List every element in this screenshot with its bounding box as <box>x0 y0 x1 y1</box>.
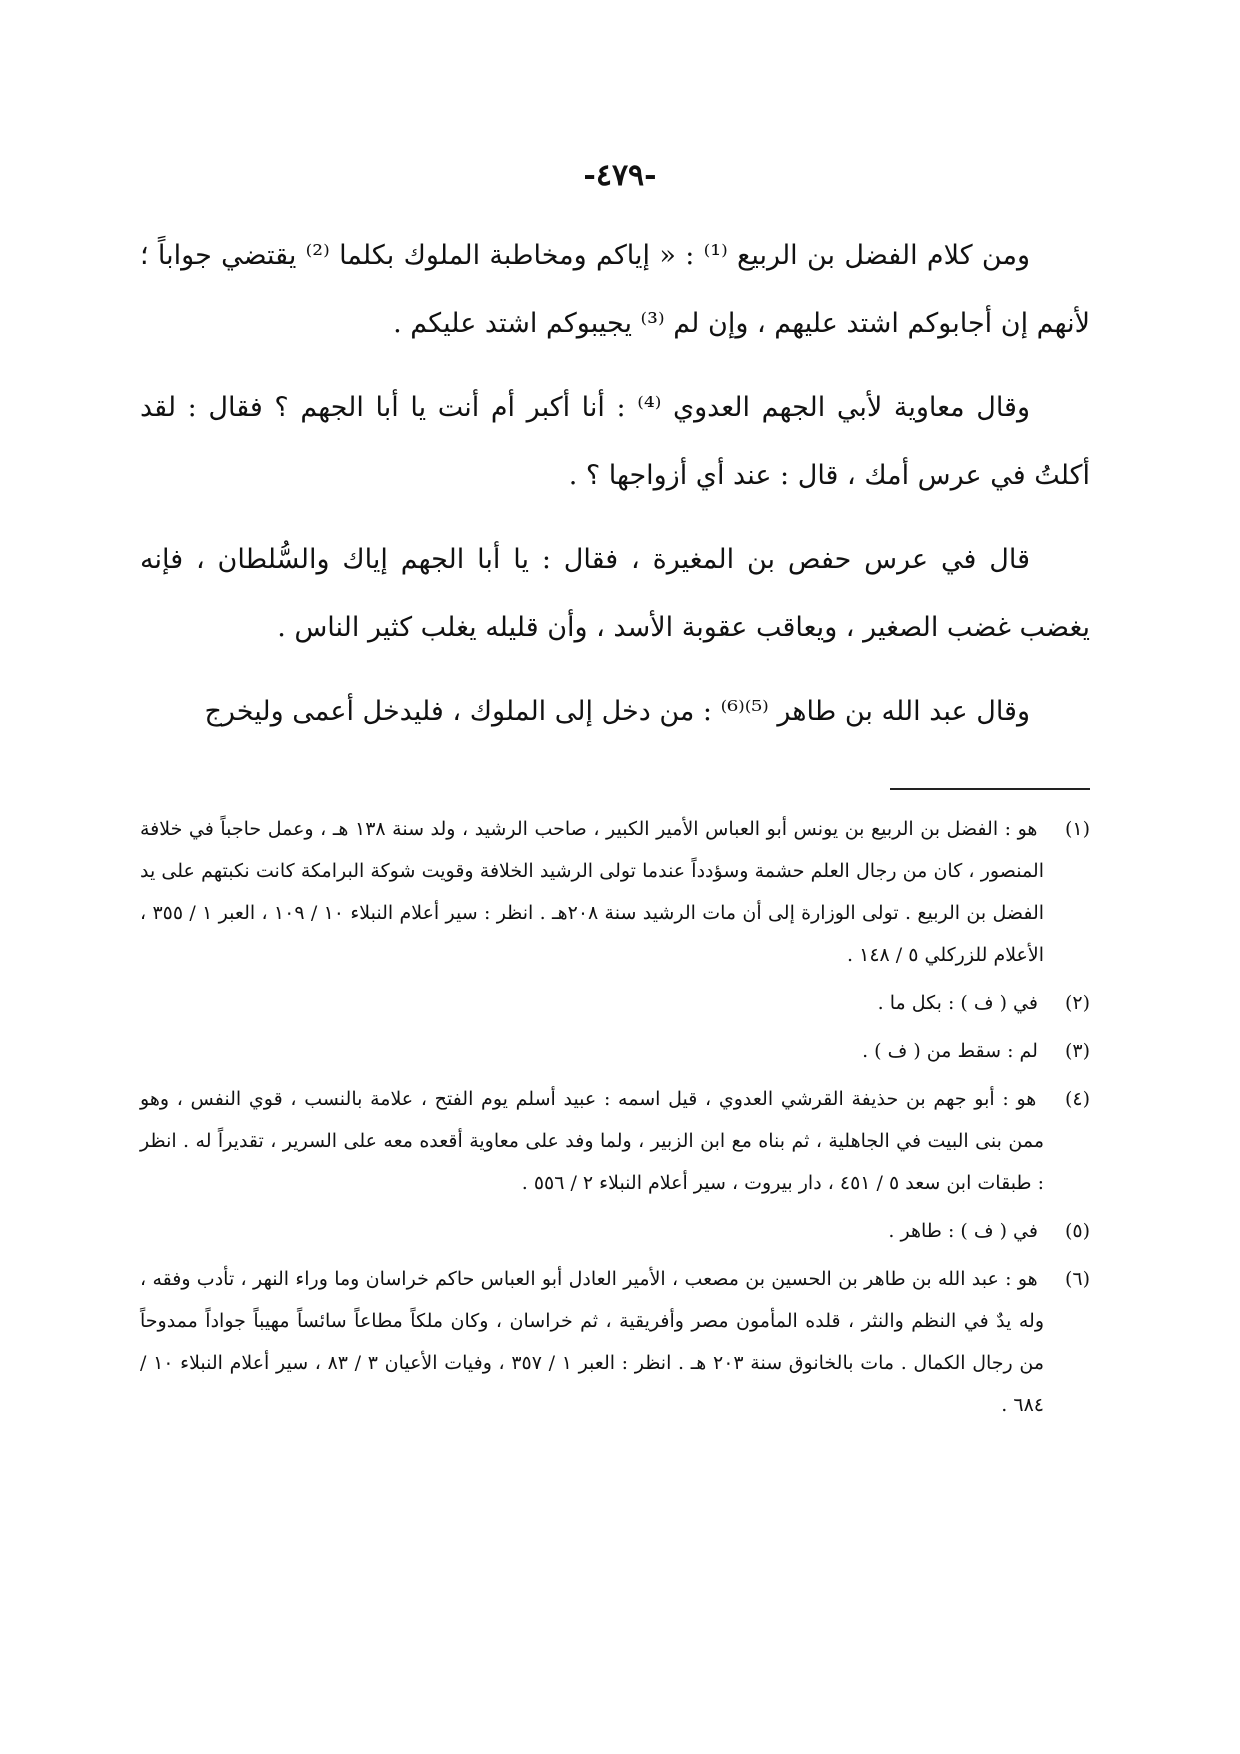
footnote-text: هو : أبو جهم بن حذيفة القرشي العدوي ، قيل اسمه : عبيد أسلم يوم الفتح ، علامة بالنسب ، قوي النفس ، وهو ممن بنى البيت في الجاهلية ، ثم بناه مع ابن الزبير ، ولما وفد على معاوية أقعده معه على السرير ، تقديراً له . انظر : طبقات ابن سعد ٥ / ٤٥١ ، دار بيروت ، سير أعلام النبلاء ٢ / ٥٥٦ . <box>140 1088 1044 1194</box>
footnote-text: في ( ف ) : بكل ما . <box>877 992 1038 1014</box>
footnote-separator <box>890 788 1090 790</box>
footnote-text: لم : سقط من ( ف ) . <box>862 1040 1038 1062</box>
footnote-number: (٥) <box>1064 1220 1090 1242</box>
footnote-number: (٦) <box>1064 1268 1090 1290</box>
footnote-text: في ( ف ) : طاهر . <box>888 1220 1038 1242</box>
footnote <box>140 1258 1090 1426</box>
page-number: -٤٧٩- <box>583 158 657 193</box>
footnote <box>140 808 1090 976</box>
footnote <box>140 982 1090 1024</box>
footnote-number: (١) <box>1064 818 1091 840</box>
footnote <box>140 1210 1090 1252</box>
footnote-number: (٢) <box>1064 992 1090 1014</box>
footnote-number: (٤) <box>1064 1088 1090 1110</box>
footnote <box>140 1030 1090 1072</box>
paragraph: قال في عرس حفص بن المغيرة ، فقال : يا أبا الجهم إياك والسُّلطان ، فإنه يغضب غضب الصغير ، ويعاقب عقوبة الأسد ، وأن قليله يغلب كثير الناس . <box>140 544 1090 643</box>
paragraph: ومن كلام الفضل بن الربيع ⁽¹⁾ : « إياكم ومخاطبة الملوك بكلما ⁽²⁾ يقتضي جواباً ؛ لأنهم إن أجابوكم اشتد عليهم ، وإن لم ⁽³⁾ يجيبوكم اشتد عليكم . <box>140 240 1090 339</box>
paragraph: وقال معاوية لأبي الجهم العدوي ⁽⁴⁾ : أنا أكبر أم أنت يا أبا الجهم ؟ فقال : لقد أكلتُ في عرس أمك ، قال : عند أي أزواجها ؟ . <box>140 392 1090 491</box>
footnote-text: هو : الفضل بن الربيع بن يونس أبو العباس الأمير الكبير ، صاحب الرشيد ، ولد سنة ١٣٨ هـ ، وعمل حاجباً في خلافة المنصور ، كان من رجال العلم حشمة وسؤدداً عندما تولى الرشيد الخلافة وقويت شوكة البرامكة كانت نكبتهم على يد الفضل بن الربيع . تولى الوزارة إلى أن مات الرشيد سنة ٢٠٨هـ . انظر : سير أعلام النبلاء ١٠ / ١٠٩ ، العبر ١ / ٣٥٥ ، الأعلام للزركلي ٥ / ١٤٨ . <box>140 818 1045 966</box>
footnote-number: (٣) <box>1064 1040 1090 1062</box>
footnotes <box>140 808 1090 1432</box>
paragraph: وقال عبد الله بن طاهر ⁽⁵⁾⁽⁶⁾ : من دخل إلى الملوك ، فليدخل أعمى وليخرج <box>204 696 1030 727</box>
footnote-text: هو : عبد الله بن طاهر بن الحسين بن مصعب ، الأمير العادل أبو العباس حاكم خراسان وما وراء النهر ، تأدب وفقه ، وله يدٌ في النظم والنثر ، قلده المأمون مصر وأفريقية ، ثم خراسان ، وكان ملكاً مطاعاً سائساً مهيباً جواداً ممدوحاً من رجال الكمال . مات بالخانوق سنة ٢٠٣ هـ . انظر : العبر ١ / ٣٥٧ ، وفيات الأعيان ٣ / ٨٣ ، سير أعلام النبلاء ١٠ / ٦٨٤ . <box>140 1268 1045 1416</box>
footnote <box>140 1078 1090 1204</box>
main-text-body <box>140 222 1090 762</box>
